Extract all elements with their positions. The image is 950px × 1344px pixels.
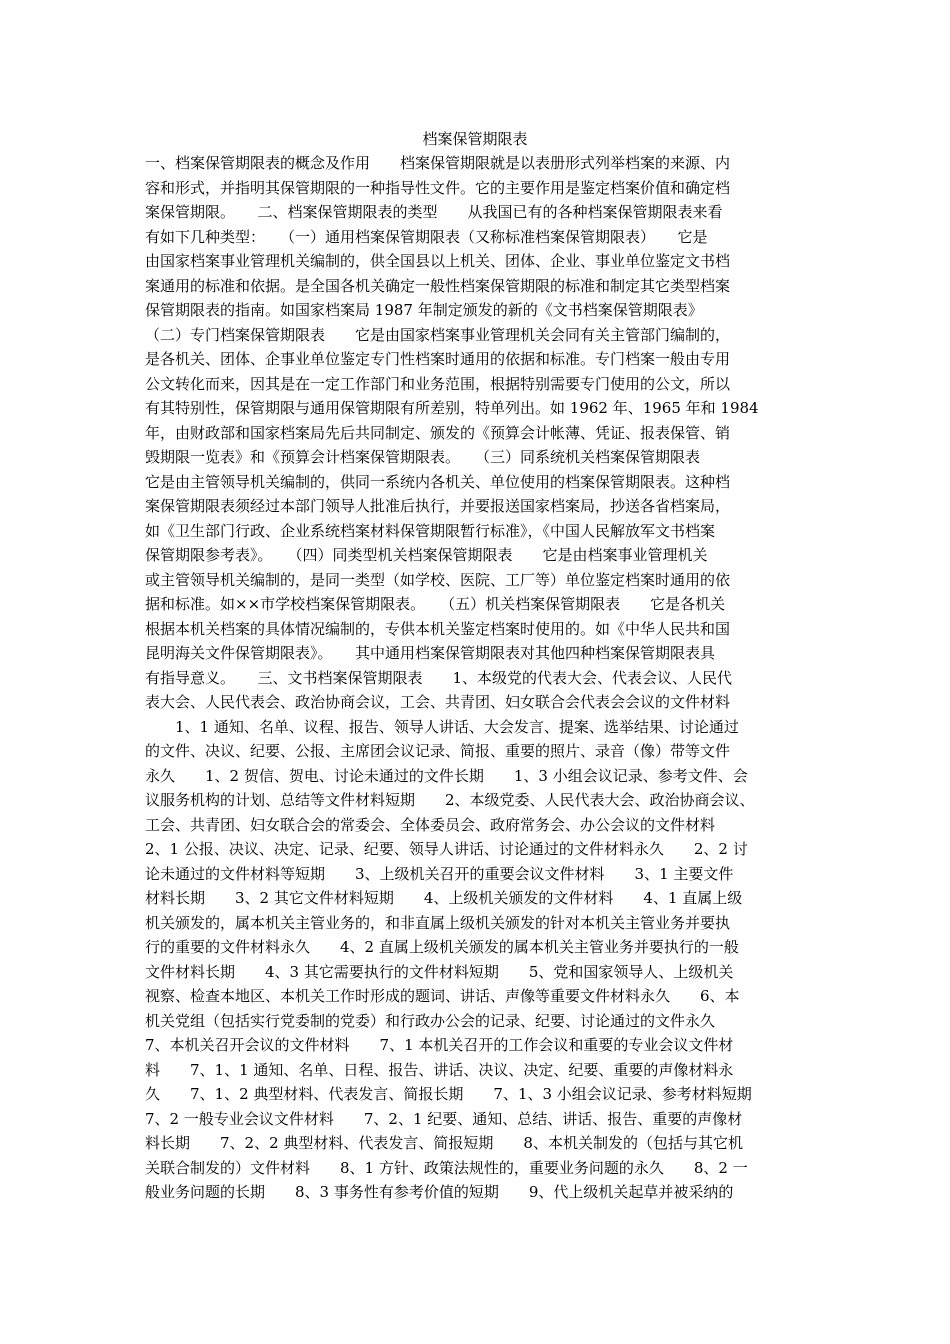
body-line: 料 7、1、1 通知、名单、日程、报告、讲话、决议、决定、纪要、重要的声像材料永 xyxy=(145,1060,734,1079)
body-line: 保管期限参考表》。 （四）同类型机关档案保管期限表 它是由档案事业管理机关 xyxy=(145,546,708,564)
body-line: 如《卫生部门行政、企业系统档案材料保管期限暂行标准》，《中国人民解放军文书档案 xyxy=(145,521,716,540)
body-line: 视察、检查本地区、本机关工作时形成的题词、讲话、声像等重要文件材料永久 6、本 xyxy=(145,987,740,1005)
body-line: 2、1 公报、决议、决定、记录、纪要、领导人讲话、讨论通过的文件材料永久 2、2 讨 xyxy=(145,840,748,858)
document-title: 档案保管期限表 xyxy=(422,130,528,148)
body-line: 有如下几种类型： （一）通用档案保管期限表（又称标准档案保管期限表） 它是 xyxy=(145,227,708,246)
body-line: 案通用的标准和依据。是全国各机关确定一般性档案保管期限的标准和制定其它类型档案 xyxy=(145,276,731,295)
body-line: 行的重要的文件材料永久 4、2 直属上级机关颁发的属本机关主管业务并要执行的一般 xyxy=(145,938,739,956)
body-line: 保管期限表的指南。如国家档案局 1987 年制定颁发的新的《文书档案保管期限表》 xyxy=(145,301,703,319)
body-line: 7、2 一般专业会议文件材料 7、2、1 纪要、通知、总结、讲话、报告、重要的声像材 xyxy=(145,1109,743,1128)
body-line: 有其特别性，保管期限与通用保管期限有所差别，特单列出。如 1962 年、1965 年和 1984 xyxy=(145,399,759,417)
body-line: 或主管领导机关编制的，是同一类型（如学校、医院、工厂等）单位鉴定档案时通用的依 xyxy=(145,570,731,589)
body-line: 案保管期限。 二、档案保管期限表的类型 从我国已有的各种档案保管期限表来看 xyxy=(145,203,723,221)
body-line: 7、本机关召开会议的文件材料 7、1 本机关召开的工作会议和重要的专业会议文件材 xyxy=(145,1036,734,1054)
body-line: 议服务机构的计划、总结等文件材料短期 2、本级党委、人民代表大会、政治协商会议、 xyxy=(145,791,755,809)
body-line: 公文转化而来，因其是在一定工作部门和业务范围，根据特别需要专门使用的公文，所以 xyxy=(145,374,731,393)
body-line: 机关颁发的，属本机关主管业务的，和非直属上级机关颁发的针对本机关主管业务并要执 xyxy=(145,913,731,932)
body-line: 容和形式，并指明其保管期限的一种指导性文件。它的主要作用是鉴定档案价值和确定档 xyxy=(145,178,731,197)
document-body xyxy=(145,151,809,1205)
body-line: 根据本机关档案的具体情况编制的，专供本机关鉴定档案时使用的。如《中华人民共和国 xyxy=(145,619,731,638)
body-line: 永久 1、2 贺信、贺电、讨论未通过的文件长期 1、3 小组会议记录、参考文件、会 xyxy=(145,766,748,785)
body-line: 关联合制发的）文件材料 8、1 方针、政策法规性的，重要业务问题的永久 8、2 一 xyxy=(145,1158,748,1177)
body-line: 由国家档案事业管理机关编制的，供全国县以上机关、团体、企业、事业单位鉴定文书档 xyxy=(145,252,731,270)
body-line: 料长期 7、2、2 典型材料、代表发言、简报短期 8、本机关制发的（包括与其它机 xyxy=(145,1134,743,1152)
body-line: 是各机关、团体、企事业单位鉴定专门性档案时通用的依据和标准。专门档案一般由专用 xyxy=(145,350,731,368)
body-line: 昆明海关文件保管期限表》。 其中通用档案保管期限表对其他四种档案保管期限表具 xyxy=(145,644,716,662)
body-line: 案保管期限表须经过本部门领导人批准后执行，并要报送国家档案局，抄送各省档案局， xyxy=(145,497,731,515)
body-line: 材料长期 3、2 其它文件材料短期 4、上级机关颁发的文件材料 4、1 直属上级 xyxy=(145,889,743,907)
body-line: 年，由财政部和国家档案局先后共同制定、颁发的《预算会计帐薄、凭证、报表保管、销 xyxy=(145,423,731,442)
body-line: 表大会、人民代表会、政治协商会议，工会、共青团、妇女联合会代表会会议的文件材料 xyxy=(145,693,731,711)
body-line: 般业务问题的长期 8、3 事务性有参考价值的短期 9、代上级机关起草并被采纳的 xyxy=(145,1183,734,1201)
body-line: 有指导意义。 三、文书档案保管期限表 1、本级党的代表大会、代表会议、人民代 xyxy=(145,668,733,687)
body-line: 文件材料长期 4、3 其它需要执行的文件材料短期 5、党和国家领导人、上级机关 xyxy=(145,962,734,981)
body-line: 论未通过的文件材料等短期 3、上级机关召开的重要会议文件材料 3、1 主要文件 xyxy=(145,864,734,883)
body-line: 机关党组（包括实行党委制的党委）和行政办公会的记录、纪要、讨论通过的文件永久 xyxy=(145,1011,716,1030)
body-line: 工会、共青团、妇女联合会的常委会、全体委员会、政府常务会、办公会议的文件材料 xyxy=(145,815,716,834)
body-line: 它是由主管领导机关编制的，供同一系统内各机关、单位使用的档案保管期限表。这种档 xyxy=(145,472,731,491)
body-line: 一、档案保管期限表的概念及作用 档案保管期限就是以表册形式列举档案的来源、内 xyxy=(145,154,731,172)
body-line: 据和标准。如××市学校档案保管期限表。 （五）机关档案保管期限表 它是各机关 xyxy=(145,595,726,613)
body-line: （二）专门档案保管期限表 它是由国家档案事业管理机关会同有关主管部门编制的， xyxy=(145,325,731,344)
body-line: 久 7、1、2 典型材料、代表发言、简报长期 7、1、3 小组会议记录、参考材料短期 xyxy=(145,1085,752,1103)
body-line: 1、1 通知、名单、议程、报告、领导人讲话、大会发言、提案、选举结果、讨论通过 xyxy=(145,717,739,736)
body-line: 毁期限一览表》和《预算会计档案保管期限表。 （三）同系统机关档案保管期限表 xyxy=(145,448,701,466)
body-line: 的文件、决议、纪要、公报、主席团会议记录、简报、重要的照片、录音（像）带等文件 xyxy=(145,742,731,760)
